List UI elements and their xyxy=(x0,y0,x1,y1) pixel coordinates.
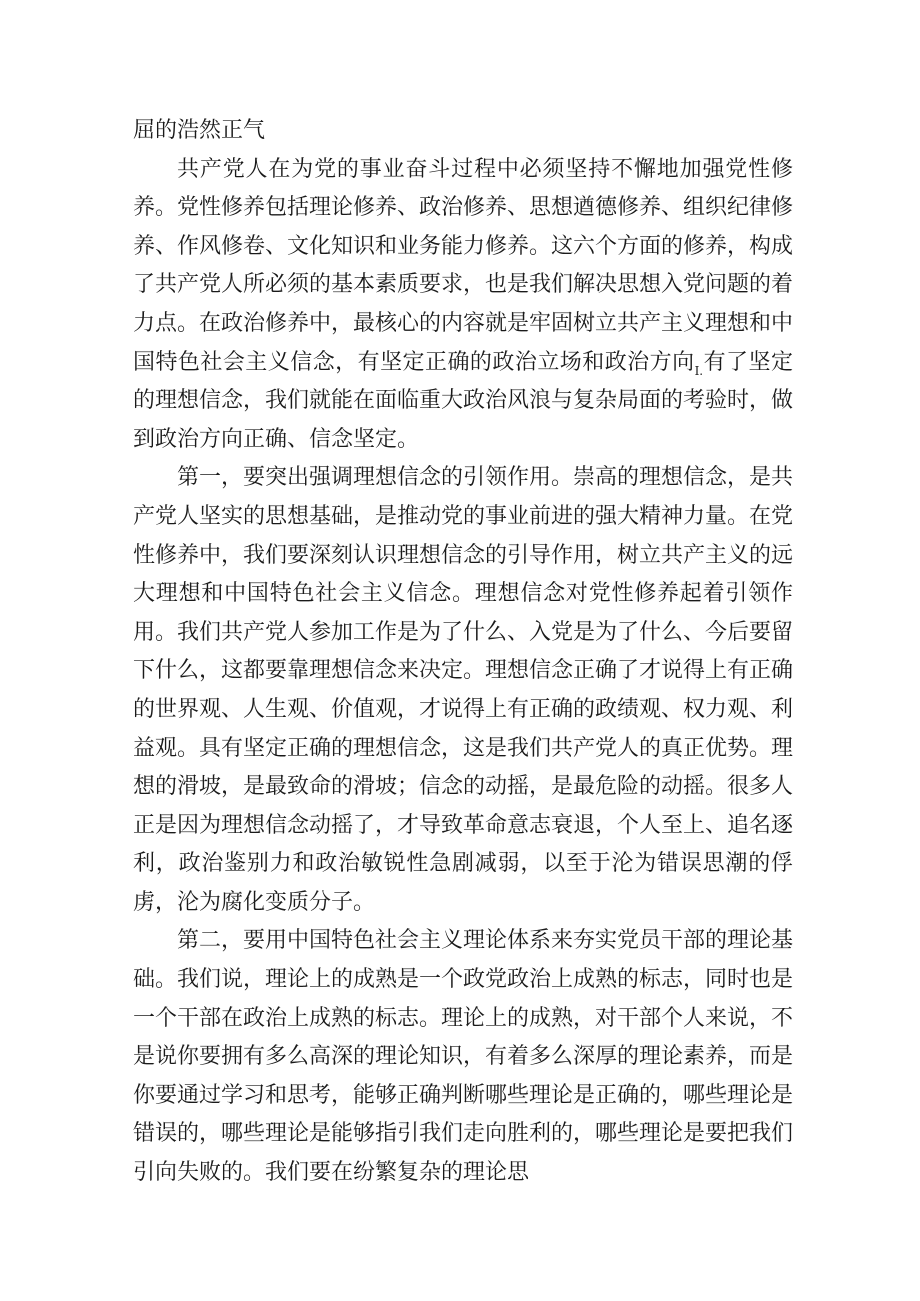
paragraph-text: 有了坚定的理想信念，我们就能在面临重大政治风浪与复杂局面的考验时，做到政治方向正确、信念坚定。 xyxy=(133,349,794,452)
paragraph-first-point: 第一，要突出强调理想信念的引领作用。崇高的理想信念，是共产党人坚实的思想基础，是推动党的事业前进的强大精神力量。在党性修养中，我们要深刻认识理想信念的引导作用，树立共产主义的远大理想和中国特色社会主义信念。理想信念对党性修养起着引领作用。我们共产党人参加工作是为了什么、入党是为了什么、今后要留下什么，这都要靠理想信念来决定。理想信念正确了才说得上有正确的世界观、人生观、价值观，才说得上有正确的政绩观、权力观、利益观。具有坚定正确的理想信念，这是我们共产党人的真正优势。理想的滑坡，是最致命的滑坡；信念的动摇，是最危险的动摇。很多人正是因为理想信念动摇了，才导致革命意志衰退，个人至上、追名逐利，政治鉴别力和政治敏锐性急剧减弱，以至于沦为错误思潮的俘虏，沦为腐化变质分子。 xyxy=(133,465,794,915)
paragraph-party-cultivation xyxy=(133,151,793,460)
document-body xyxy=(133,112,793,1193)
paragraph-text: 共产党人在为党的事业奋斗过程中必须坚持不懈地加强党性修养。党性修养包括理论修养、政治修养、思想遒德修养、组织纪律修养、作风修卷、文化知识和业务能力修养。这六个方面的修养，构成了共产党人所必须的基本素质要求，也是我们解决思想入党问题的着力点。在政治修养中，最核心的内容就是牢固树立共产主义理想和中国特色社会主义信念，有坚定正确的政治立场和政治方向 xyxy=(133,156,794,375)
inline-mark: I. xyxy=(694,363,704,378)
paragraph-second-point: 第二，要用中国特色社会主义理论体系来夯实党员干部的理论基础。我们说，理论上的成熟是一个政党政治上成熟的标志，同时也是一个干部在政治上成熟的标志。理论上的成熟，对干部个人来说，不是说你要拥有多么高深的理论知识，有着多么深厚的理论素养，而是你要通过学习和思考，能够正确判断哪些理论是正确的，哪些理论是错误的，哪些理论是能够指引我们走向胜利的，哪些理论是要把我们引向失败的。我们要在纷繁复杂的理论思 xyxy=(133,928,794,1186)
paragraph-continuation: 屈的浩然正气 xyxy=(133,118,266,143)
